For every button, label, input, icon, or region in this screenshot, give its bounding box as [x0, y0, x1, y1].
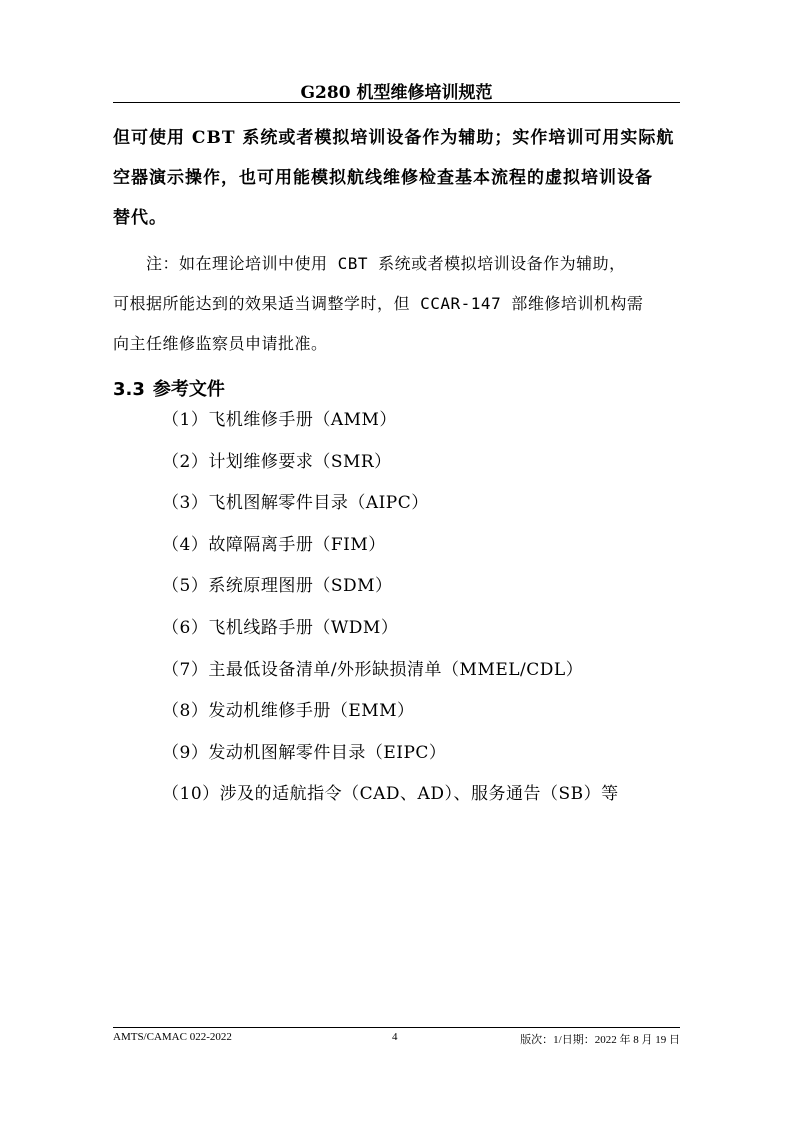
header-divider	[113, 102, 680, 103]
footer-page-number: 4	[392, 1031, 398, 1043]
paragraph-line: 但可使用 CBT 系统或者模拟培训设备作为辅助；实作培训可用实际航	[113, 128, 675, 148]
section-title: 参考文件	[152, 379, 225, 400]
page-header-title: G280 机型维修培训规范	[300, 83, 493, 103]
paragraph-line: 空器演示操作，也可用能模拟航线维修检查基本流程的虚拟培训设备	[113, 168, 653, 188]
paragraph-line: 替代。	[113, 208, 167, 228]
reference-item: （8）发动机维修手册（EMM）	[162, 701, 415, 722]
note-paragraph	[113, 244, 688, 364]
note-line: 向主任维修监察员申请批准。	[113, 334, 328, 353]
section-number: 3.3	[113, 379, 145, 400]
reference-item: （5）系统原理图册（SDM）	[162, 576, 393, 597]
reference-item: （6）飞机线路手册（WDM）	[162, 617, 399, 638]
reference-item: （1）飞机维修手册（AMM）	[162, 410, 397, 430]
reference-item: （3）飞机图解零件目录（AIPC）	[162, 493, 429, 514]
note-line: 可根据所能达到的效果适当调整学时，但 CCAR-147 部维修培训机构需	[113, 294, 644, 313]
reference-item: （4）故障隔离手册（FIM）	[162, 534, 386, 555]
note-line: 注：如在理论培训中使用 CBT 系统或者模拟培训设备作为辅助，	[113, 254, 626, 273]
footer-doc-number: AMTS/CAMAC 022-2022	[113, 1031, 232, 1043]
reference-item: （10）涉及的适航指令（CAD、AD）、服务通告（SB）等	[162, 784, 619, 805]
body-paragraph	[113, 118, 683, 238]
footer-divider	[113, 1027, 680, 1028]
section-heading	[113, 375, 225, 401]
reference-item: （2）计划维修要求（SMR）	[162, 451, 392, 472]
reference-item: （7）主最低设备清单/外形缺损清单（MMEL/CDL）	[162, 659, 584, 680]
reference-item: （9）发动机图解零件目录（EIPC）	[162, 742, 447, 763]
footer-version-date: 版次：1/日期：2022 年 8 月 19 日	[520, 1034, 680, 1046]
reference-list	[162, 400, 619, 816]
